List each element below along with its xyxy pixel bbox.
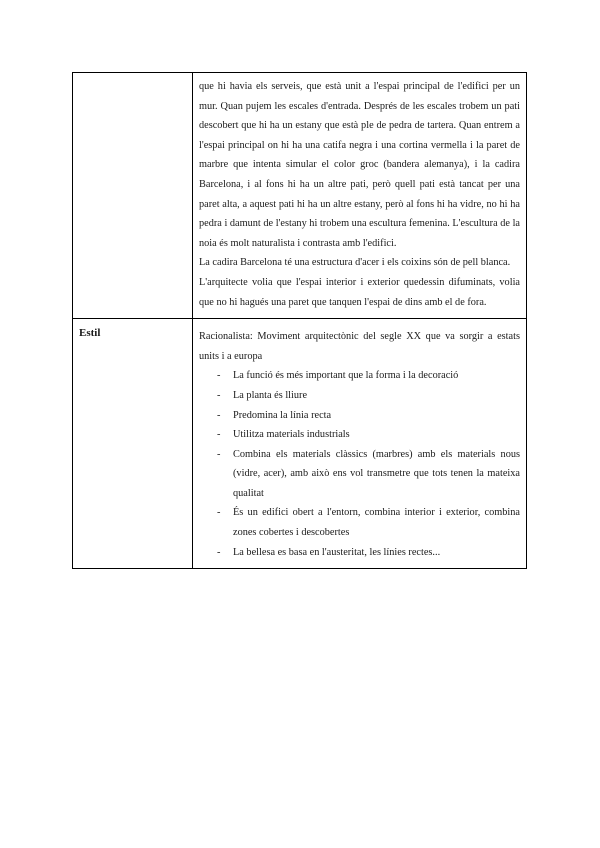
row-content: [193, 319, 527, 569]
list-item: - La planta és lliure: [217, 386, 520, 406]
table-row: [73, 73, 527, 319]
bullet-dash: -: [217, 448, 221, 460]
bullet-dash: -: [217, 546, 221, 558]
paragraph: L'arquitecte volia que l'espai interior i exterior quedessin difuminats, volia que no hi hagués una paret que tanquen l'espai de dins amb el de fora.: [199, 276, 520, 308]
list-item: - La bellesa es basa en l'austeritat, les línies rectes...: [217, 543, 520, 563]
bullet-dash: -: [217, 370, 221, 382]
list-item: - És un edifici obert a l'entorn, combina interior i exterior, combina zones cobertes i descobertes: [217, 503, 520, 542]
paragraph: que hi havia els serveis, que està unit a l'espai principal de l'edifici per un mur. Quan pujem les escales d'entrada. Després de les escales trobem un pati descobert que hi ha un estany que està ple de pedra de tartera. Quan entrem a l'espai principal on hi ha una catifa negra i una cortina vermella i la paret de marbre que intenta simular el color groc (bandera alemanya), i la cadira Barcelona, i al fons hi ha un altre pati, però quell pati està tancat per una paret alta, a aquest pati hi ha un altre estany, però al fons hi ha vidre, no hi ha pedra i damunt de l'estany hi trobem una escultura femenina. L'escultura de la noia és molt naturalista i contrasta amb l'edifici.: [199, 81, 520, 249]
list-item: - Combina els materials clàssics (marbres) amb els materials nous (vidre, acer), amb això ens vol transmetre que tots tenen la mateixa qualitat: [217, 445, 520, 504]
bullet-dash: -: [217, 389, 221, 401]
paragraph: La cadira Barcelona té una estructura d'acer i els coixins són de pell blanca.: [199, 257, 511, 269]
list-item: - La funció és més important que la forma i la decoració: [217, 366, 520, 386]
row-label: [73, 73, 193, 319]
bullet-dash: -: [217, 429, 221, 441]
style-intro: Racionalista: Moviment arquitectònic del segle XX que va sorgir a estats units i a europa: [199, 331, 520, 362]
table-row: [73, 319, 527, 569]
row-content: [193, 73, 527, 319]
list-item: - Predomina la línia recta: [217, 406, 520, 426]
content-table: [72, 72, 527, 569]
list-item: - Utilitza materials industrials: [217, 425, 520, 445]
bullet-list: [199, 366, 520, 562]
row-label-estil: Estil: [73, 319, 193, 569]
bullet-dash: -: [217, 409, 221, 421]
bullet-dash: -: [217, 507, 221, 519]
